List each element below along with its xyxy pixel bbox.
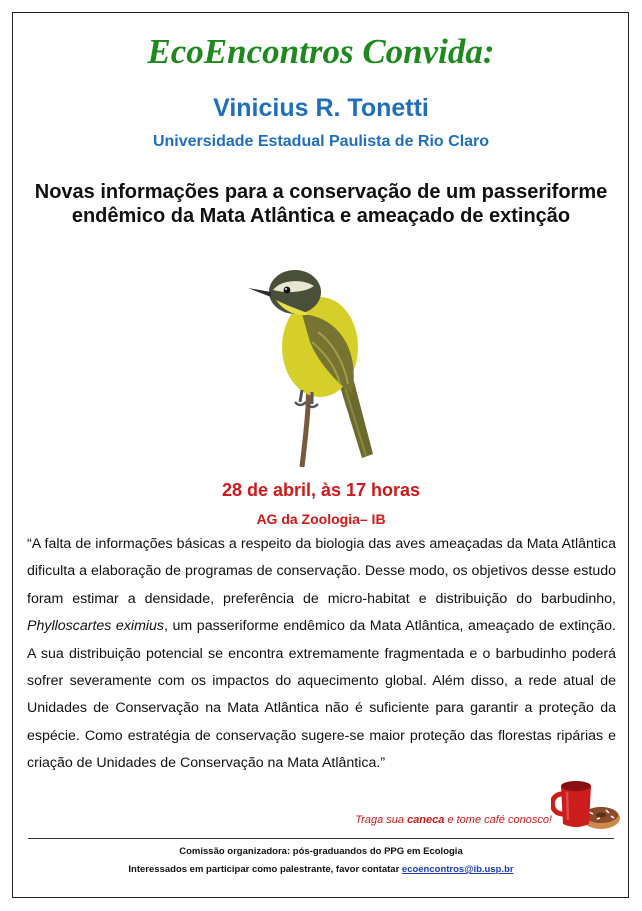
organizing-committee: Comissão organizadora: pós-graduandos do PPG em Ecologia — [179, 846, 463, 857]
event-date: 28 de abril, às 17 horas — [221, 480, 421, 500]
talk-abstract — [27, 531, 616, 778]
abstract-text-part2: , um passeriforme endêmico da Mata Atlântica, ameaçado de extinção. A sua distribuição potencial se encontra extremamente fragmentada e o barbudinho poderá sofrer severamente com os impactos do aquecimento global. Além disso, a rede atual de Unidades de Conservação na Mata Atlântica não é suficiente para garantir a proteção da espécie. Como estratégia de conservação sugere-se maior proteção das florestas ripárias e criação de Unidades de Conservação na Mata Atlântica.” — [27, 618, 617, 772]
speaker-institution: Universidade Estadual Paulista de Rio Claro — [152, 133, 490, 150]
abstract-text-part1: “A falta de informações básicas a respeito da biologia das aves ameaçadas da Mata Atlântica dificulta a elaboração de programas de conservação. Desse modo, os objetivos desse estudo foram estimar a densidade, preferência de micro-habitat e distribuição do barbudinho, — [27, 536, 616, 607]
bird-illustration — [240, 262, 410, 467]
contact-email-link[interactable]: ecoencontros@ib.usp.br — [401, 864, 514, 875]
footer-divider — [28, 838, 614, 839]
contact-line — [0, 864, 642, 875]
cta-prefix: Traga sua — [355, 814, 408, 826]
cta-suffix: e tome café conosco! — [444, 814, 552, 826]
talk-title: Novas informações para a conservação de um passeriforme endêmico da Mata Atlântica e ameaçado de extinção — [34, 181, 608, 227]
coffee-invitation — [300, 814, 552, 826]
coffee-mug-icon — [551, 772, 623, 834]
event-location: AG da Zoologia– IB — [256, 511, 386, 527]
contact-text: Interessados em participar como palestrante, favor contatar — [128, 864, 402, 875]
cta-highlight: caneca — [407, 814, 445, 826]
poster-title: EcoEncontros Convida: — [147, 32, 495, 71]
speaker-name: Vinicius R. Tonetti — [213, 94, 429, 122]
species-name: Phylloscartes eximius — [27, 618, 165, 635]
